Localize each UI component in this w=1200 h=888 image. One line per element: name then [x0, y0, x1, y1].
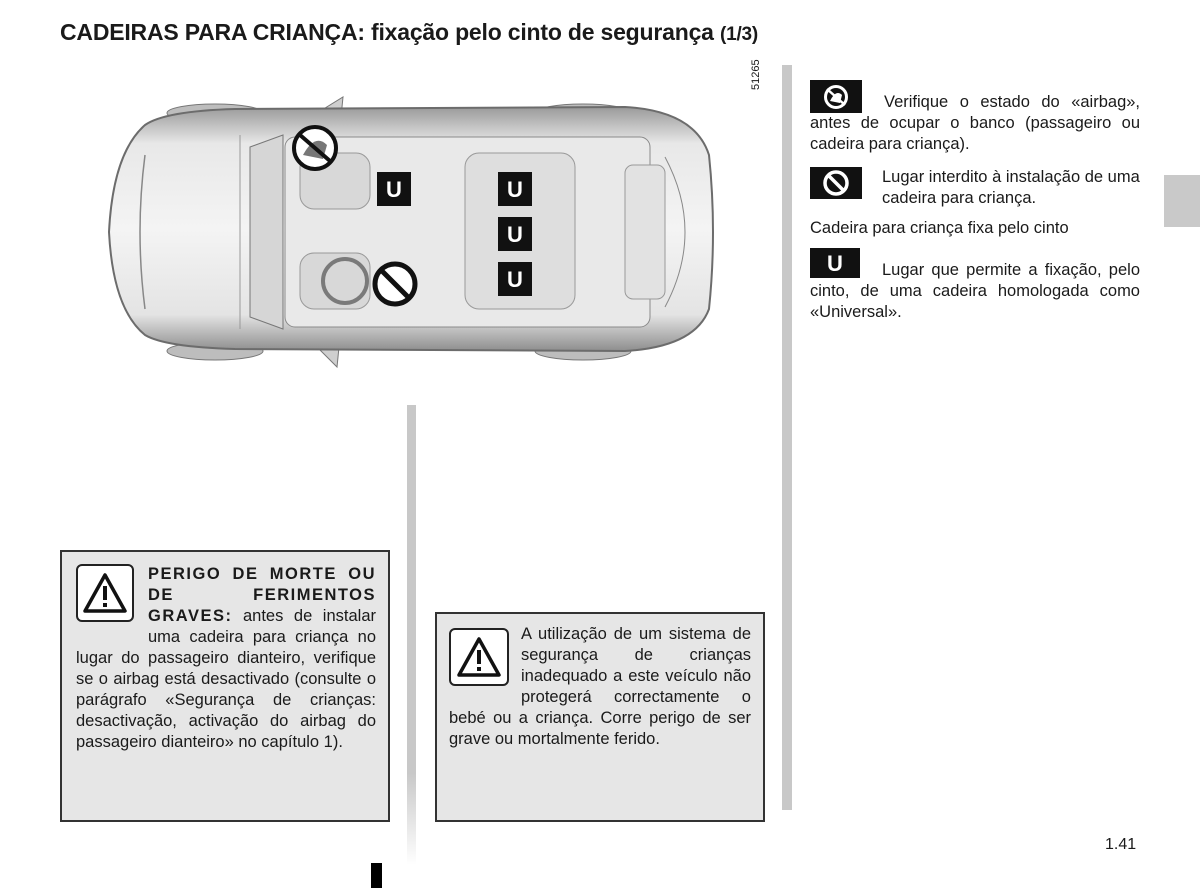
airbag-check-icon	[294, 127, 336, 169]
warning-left-text: PERIGO DE MORTE OU DE FERIMENTOS GRAVES: antes de instalar uma cadeira para criança no lugar do passageiro dianteiro, verifique se o airbag está desactivado (consulte o parágrafo «Segurança de crianças: desactivação, activação do airbag do passageiro dianteiro» no capítulo 1).	[76, 565, 376, 751]
svg-text:U: U	[386, 177, 402, 202]
warning-triangle-icon	[449, 628, 509, 686]
warning-box-left	[60, 550, 390, 822]
legend-prohibited	[810, 167, 1140, 209]
u-symbol: U	[810, 248, 860, 278]
section-tab	[1164, 175, 1200, 227]
page-title: CADEIRAS PARA CRIANÇA: fixação pelo cinto de segurança (1/3)	[60, 19, 759, 45]
column-divider-middle	[407, 405, 416, 865]
warning-box-right	[435, 612, 765, 822]
seat-u-marker-front	[377, 172, 411, 206]
car-top-view-illustration	[105, 95, 720, 370]
svg-text:U: U	[507, 177, 523, 202]
prohibited-legend-text: Lugar interdito à instalação de uma cadeira para criança.	[882, 168, 1140, 207]
edge-mark	[371, 863, 382, 888]
seat-u-marker-rear-right	[498, 172, 532, 206]
seat-u-marker-rear-left	[498, 262, 532, 296]
figure-code: 51265	[750, 59, 762, 90]
prohibited-icon	[810, 167, 862, 199]
page-number: 1.41	[1105, 836, 1137, 853]
column-divider-right	[782, 65, 792, 810]
svg-text:U: U	[507, 222, 523, 247]
airbag-legend-text: Verifique o estado do «airbag», antes de ocupar o banco (passageiro ou cadeira para criança).	[810, 93, 1140, 153]
warning-right-text: A utilização de um sistema de segurança de crianças inadequado a este veículo não protegerá correctamente o bebé ou a criança. Corre perigo de ser grave ou mortalmente ferido.	[449, 625, 751, 748]
legend-airbag	[810, 80, 1140, 155]
legend-universal	[810, 248, 1140, 323]
universal-legend-text: Lugar que permite a fixação, pelo cinto, de uma cadeira homologada como «Universal».	[810, 261, 1140, 321]
airbag-check-icon	[810, 80, 862, 113]
seat-u-marker-rear-center	[498, 217, 532, 251]
prohibited-seat-icon	[375, 264, 415, 304]
svg-text:U: U	[507, 267, 523, 292]
legend-subheading: Cadeira para criança fixa pelo cinto	[810, 219, 1069, 237]
warning-triangle-icon	[76, 564, 134, 622]
